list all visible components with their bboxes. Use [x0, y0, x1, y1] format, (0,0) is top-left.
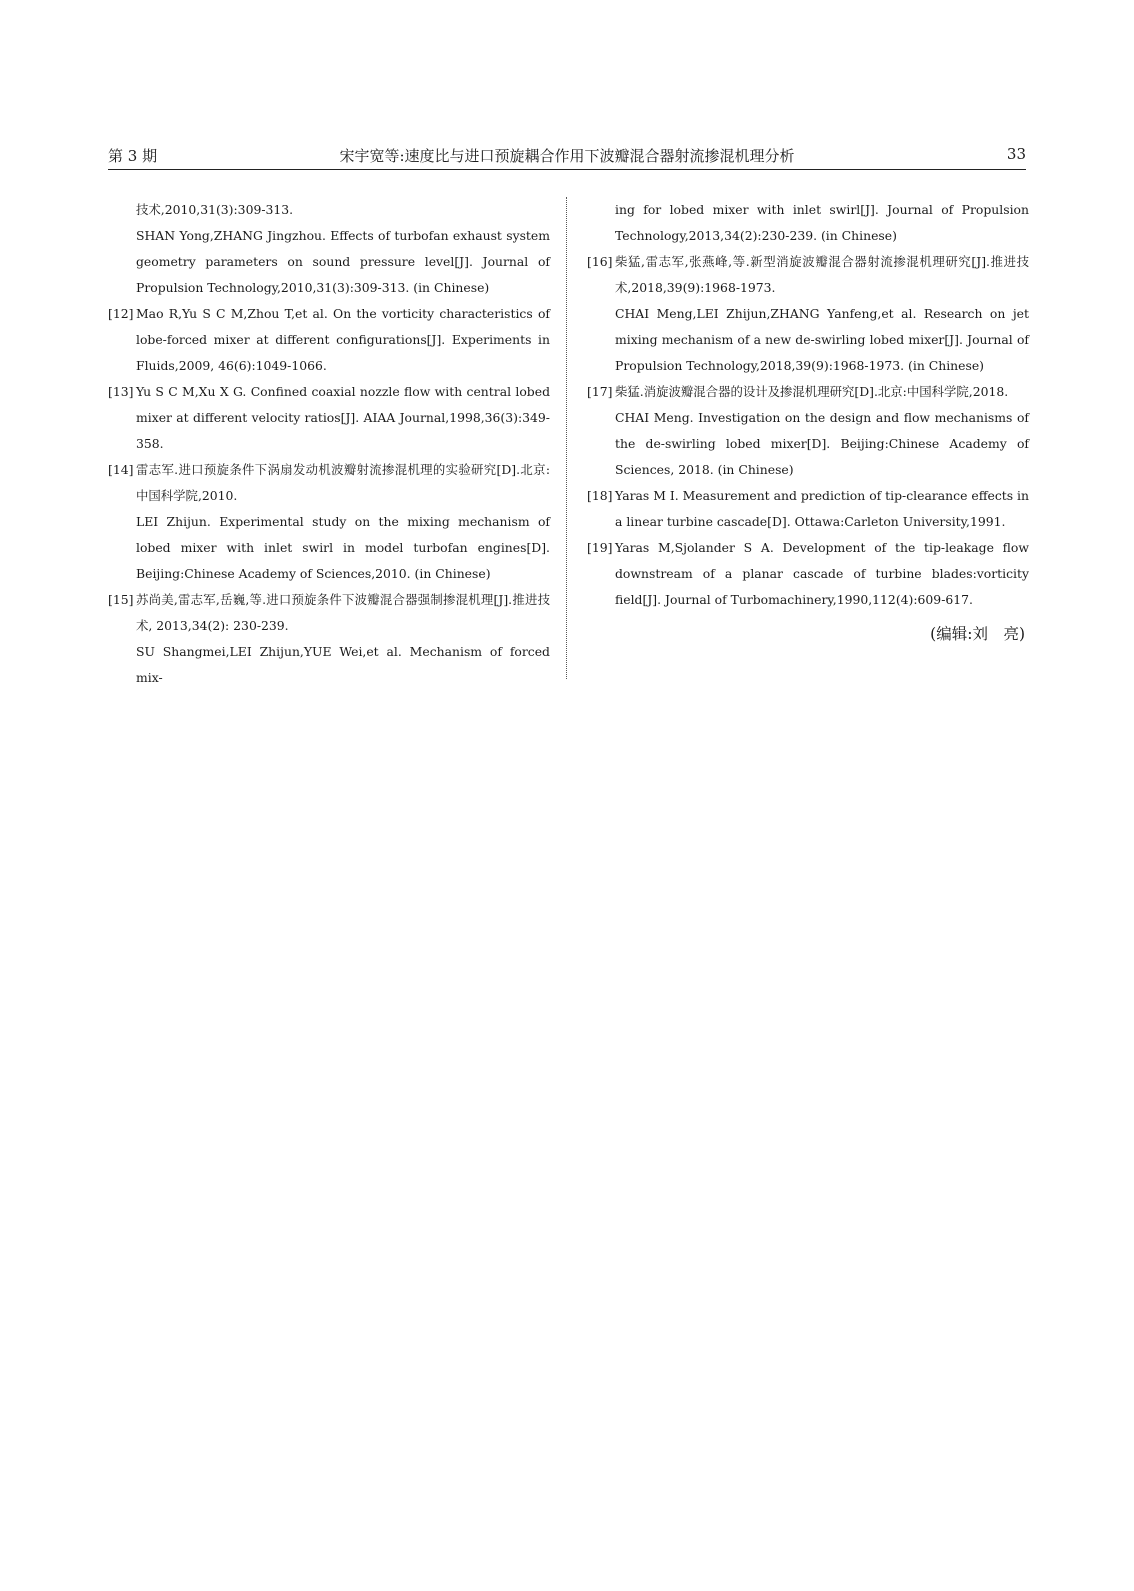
- reference-14: [108, 457, 550, 509]
- ref-text: Yaras M,Sjolander S A. Development of the tip-leakage flow downstream of a planar cascade of turbine blades:vorticity field[J]. Journal of Turbomachinery,1990,112(4):609-617.: [615, 540, 1029, 607]
- reference-19: [587, 535, 1029, 613]
- reference-12: [108, 301, 550, 379]
- right-column: [587, 197, 1029, 647]
- ref-translation: CHAI Meng,LEI Zhijun,ZHANG Yanfeng,et al. Research on jet mixing mechanism of a new de-swirling lobed mixer[J]. Journal of Propulsion Technology,2018,39(9):1968-1973. (in Chinese): [615, 306, 1029, 373]
- ref-number: [19]: [587, 540, 613, 555]
- ref-text: 柴猛.消旋波瓣混合器的设计及掺混机理研究[D].北京:中国科学院,2018.: [615, 384, 1009, 399]
- reference-18: [587, 483, 1029, 535]
- ref-text: Yu S C M,Xu X G. Confined coaxial nozzle flow with central lobed mixer at different velocity ratios[J]. AIAA Journal,1998,36(3):349-358.: [136, 384, 550, 451]
- ref-text: 柴猛,雷志军,张燕峰,等.新型消旋波瓣混合器射流掺混机理研究[J].推进技术,2018,39(9):1968-1973.: [615, 254, 1029, 295]
- ref-number: [17]: [587, 384, 613, 399]
- ref-translation: CHAI Meng. Investigation on the design and flow mechanisms of the de-swirling lobed mixer[D]. Beijing:Chinese Academy of Sciences, 2018. (in Chinese): [615, 410, 1029, 477]
- left-column: [108, 197, 550, 691]
- ref-number: [15]: [108, 592, 134, 607]
- ref-number: [16]: [587, 254, 613, 269]
- ref-continuation-translation: SHAN Yong,ZHANG Jingzhou. Effects of turbofan exhaust system geometry parameters on sound pressure level[J]. Journal of Propulsion Technology,2010,31(3):309-313. (in Chinese): [136, 228, 550, 295]
- column-divider: [566, 197, 567, 679]
- reference-17: [587, 379, 1029, 405]
- ref-number: [14]: [108, 462, 134, 477]
- reference-16: [587, 249, 1029, 301]
- reference-15: [108, 587, 550, 639]
- ref-translation: SU Shangmei,LEI Zhijun,YUE Wei,et al. Mechanism of forced mix-: [136, 644, 550, 685]
- ref-text: Yaras M I. Measurement and prediction of tip-clearance effects in a linear turbine cascade[D]. Ottawa:Carleton University,1991.: [615, 488, 1029, 529]
- running-header: [108, 143, 1026, 170]
- ref-continuation: 技术,2010,31(3):309-313.: [136, 202, 294, 217]
- ref-text: Mao R,Yu S C M,Zhou T,et al. On the vorticity characteristics of lobe-forced mixer at different configurations[J]. Experiments in Fluids,2009, 46(6):1049-1066.: [136, 306, 550, 373]
- ref-number: [18]: [587, 488, 613, 503]
- ref-translation: LEI Zhijun. Experimental study on the mixing mechanism of lobed mixer with inlet swirl in model turbofan engines[D]. Beijing:Chinese Academy of Sciences,2010. (in Chinese): [136, 514, 550, 581]
- ref-text: 苏尚美,雷志军,岳巍,等.进口预旋条件下波瓣混合器强制掺混机理[J].推进技术, 2013,34(2): 230-239.: [136, 592, 550, 633]
- ref-number: [13]: [108, 384, 134, 399]
- ref-number: [12]: [108, 306, 134, 321]
- reference-13: [108, 379, 550, 457]
- editor-credit: (编辑:刘 亮): [930, 625, 1025, 643]
- issue-label: 第 3 期: [108, 147, 158, 165]
- page-number: 33: [1006, 145, 1026, 163]
- ref-text: 雷志军.进口预旋条件下涡扇发动机波瓣射流掺混机理的实验研究[D].北京:中国科学院,2010.: [136, 462, 550, 503]
- running-title: 宋宇宽等:速度比与进口预旋耦合作用下波瓣混合器射流掺混机理分析: [339, 147, 795, 165]
- ref-continuation: ing for lobed mixer with inlet swirl[J]. Journal of Propulsion Technology,2013,34(2):230-239. (in Chinese): [615, 202, 1029, 243]
